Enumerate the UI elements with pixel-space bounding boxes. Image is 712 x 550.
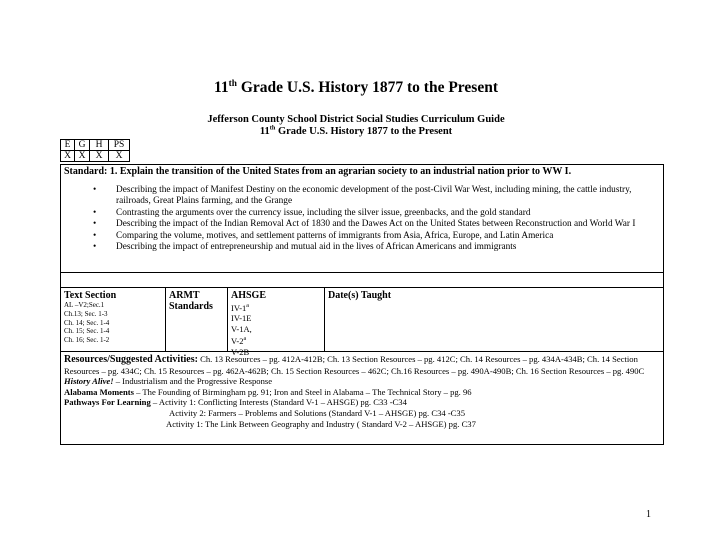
text-section-header: Text Section	[64, 290, 117, 301]
course-subtitle: 11th Grade U.S. History 1877 to the Present	[259, 124, 453, 137]
standard-heading: Standard: 1. Explain the transition of the United States from an agrarian society to an industrial nation prior to WW I.	[64, 166, 572, 177]
egh-mark-g: X	[75, 151, 90, 162]
egh-mark-h: X	[90, 151, 109, 162]
ahsge-item: IV-1E	[231, 313, 252, 324]
ahsge-item: V-1A,	[231, 323, 252, 334]
egh-header-g: G	[75, 140, 90, 151]
alabama-moments-line: Alabama Moments – The Founding of Birmingham pg. 91; Iron and Steel in Alabama – The Technical Story – pg. 96	[64, 386, 472, 397]
empty-row	[60, 272, 664, 288]
ahsge-column	[227, 288, 325, 357]
list-item: • Describing the impact of entrepreneurship and mutual aid in the lives of African Americans and immigrants	[83, 242, 653, 253]
ahsge-header: AHSGE	[231, 290, 267, 301]
pathways-line: Pathways For Learning – Activity 1: Conflicting Interests (Standard V-1 – AHSGE) pg. C33 -C34	[64, 397, 407, 408]
resources-box	[60, 351, 664, 445]
ahsge-item: IV-1$^a$	[231, 302, 249, 313]
armt-header: ARMT Standards	[169, 290, 213, 312]
text-section-column	[61, 288, 165, 351]
text-section-item: Ch. 14; Sec. 1-4	[64, 318, 110, 327]
egh-header-e: E	[61, 140, 75, 151]
armt-column	[165, 288, 228, 351]
dates-taught-header: Date(s) Taught	[328, 290, 392, 301]
egh-mark-ps: X	[109, 151, 130, 162]
text-section-item: AL –V2;Sec.1	[64, 301, 105, 309]
activity-link-line: Activity 1: The Link Between Geography and Industry ( Standard V-2 – AHSGE) pg. C37	[166, 418, 476, 429]
egh-header-h: H	[90, 140, 109, 151]
history-alive-line: History Alive! – Industrialism and the Progressive Response	[64, 376, 273, 387]
standards-grid	[60, 287, 664, 357]
egh-header-ps: PS	[109, 140, 130, 151]
standard-bullet-list	[83, 185, 653, 253]
dates-taught-column	[324, 288, 664, 351]
list-item: • Describing the impact of the Indian Removal Act of 1830 and the Dawes Act on the United States between Reconstruction and World War I	[83, 219, 653, 230]
text-section-item: Ch. 15; Sec. 1-4	[64, 327, 110, 336]
list-item: • Contrasting the arguments over the currency issue, including the silver issue, greenbacks, and the gold standard	[83, 208, 653, 219]
ahsge-item: V-2B	[231, 346, 250, 357]
resources-text	[64, 354, 660, 429]
text-section-item: Ch. 16; Sec. 1-2	[64, 336, 110, 345]
egh-ps-table	[60, 139, 130, 162]
list-item: • Describing the impact of Manifest Destiny on the economic development of the post-Civil War West, including mining, the cattle industry, railroads, Great Plains farming, and the Grange	[83, 185, 653, 208]
district-subtitle: Jefferson County School District Social Studies Curriculum Guide	[207, 114, 505, 125]
standard-box	[60, 164, 664, 273]
resources-label: Resources/Suggested Activities:	[64, 354, 198, 365]
egh-mark-e: X	[61, 151, 75, 162]
list-item: • Comparing the volume, motives, and settlement patterns of immigrants from Asia, Africa, Europe, and Latin America	[83, 231, 653, 242]
text-section-item: Ch.13; Sec. 1-3	[64, 309, 108, 318]
page-title: 11th Grade U.S. History 1877 to the Present	[214, 78, 498, 96]
activity-2-line: Activity 2: Farmers – Problems and Solutions (Standard V-1 – AHSGE) pg. C34 -C35	[169, 407, 466, 418]
ahsge-item: V-2$^a$	[231, 336, 247, 347]
resources-paragraph: Resources/Suggested Activities: Ch. 13 Resources – pg. 412A-412B; Ch. 13 Section Resources – pg. 412C; Ch. 14 Resources – pg. 434A-434B; Ch. 14 Section Resources – pg. 434C; Ch. 15 Resources – pg. 462A-462B; Ch. 15 Section Resources – 462C; Ch.16 Resources – pg. 490A-490B; Ch. 16 Section Resources – pg. 490C	[64, 354, 645, 376]
page-number: 1	[646, 509, 651, 520]
